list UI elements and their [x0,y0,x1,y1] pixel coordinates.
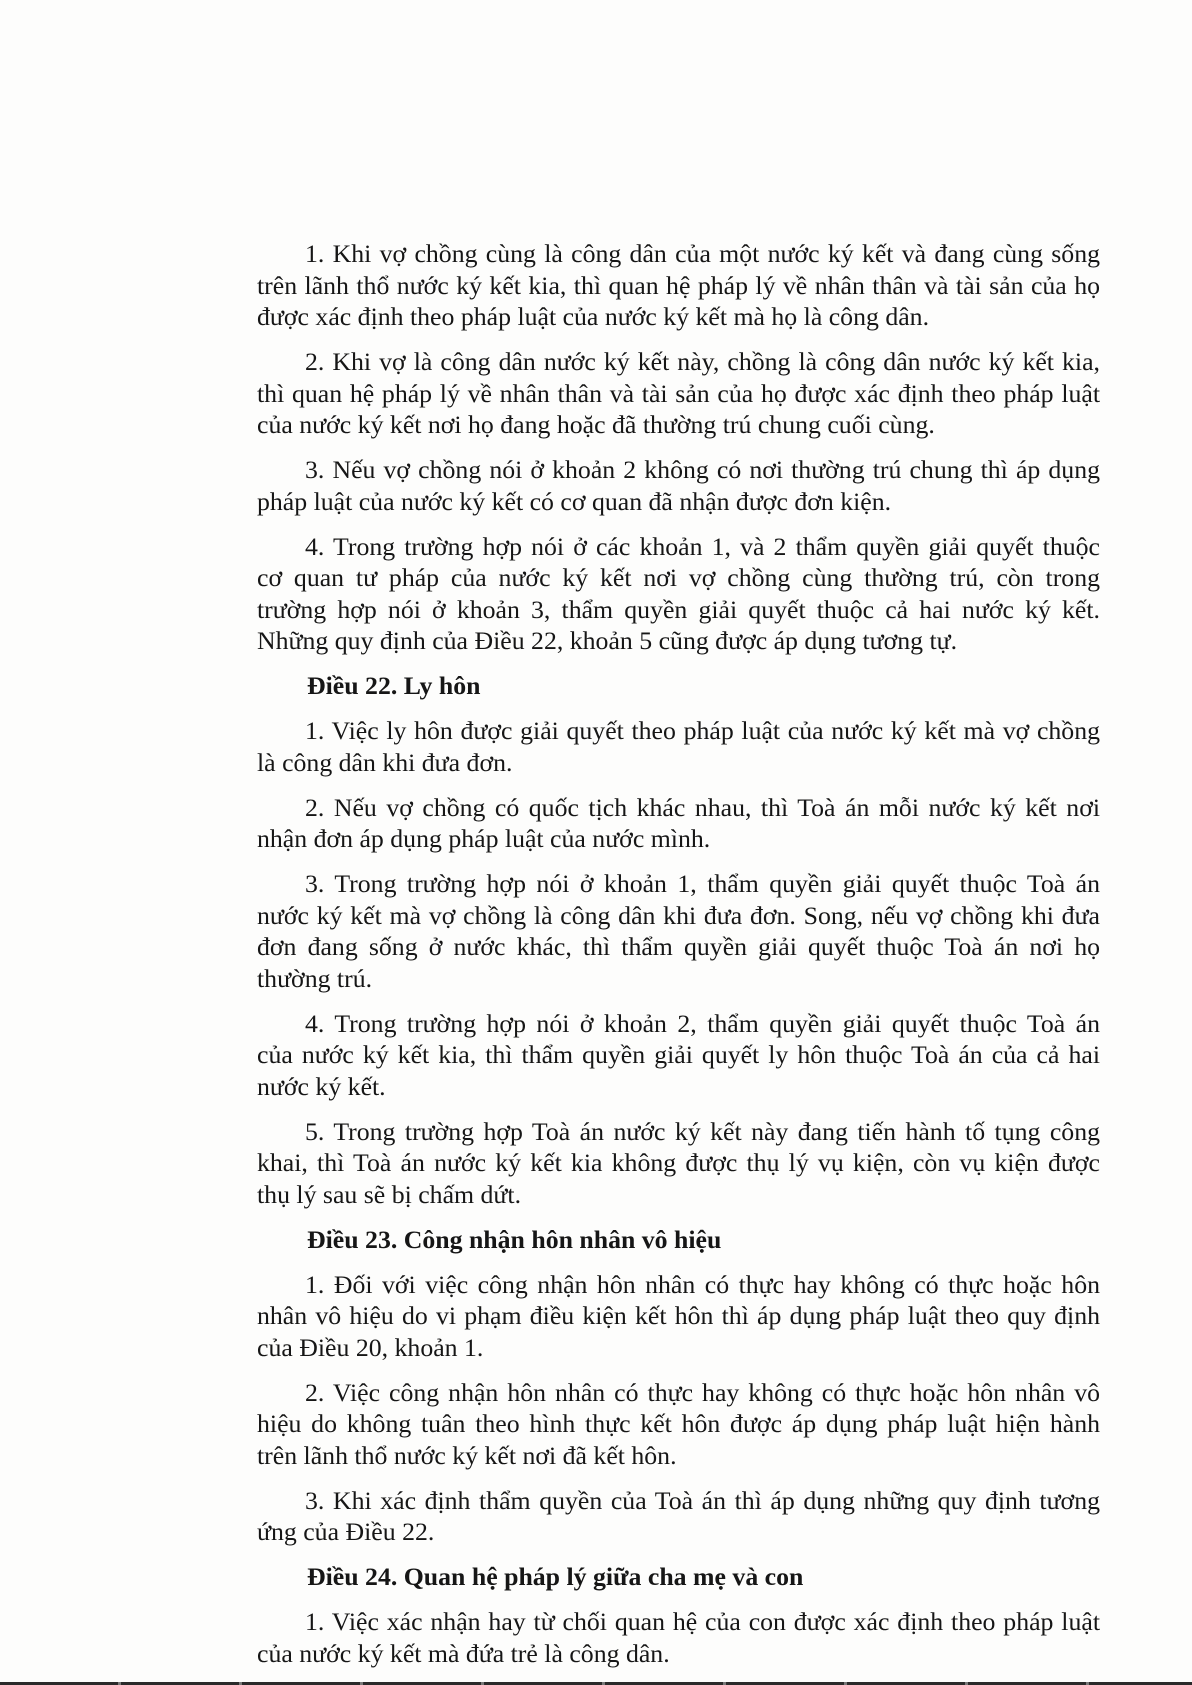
text-line: pháp luật của nước ký kết có cơ quan đã nhận được đơn kiện. [257,486,892,516]
text-line: trường hợp nói ở khoản 3, thẩm quyền giải quyết thuộc cả hai nước ký kết. [257,594,1100,624]
text-line: 1. Khi vợ chồng cùng là công dân của một nước ký kết và đang cùng sống [305,239,1100,268]
text-line: ứng của Điều 22. [257,1517,435,1546]
text-line: của nước ký kết kia, thì thẩm quyền giải quyết ly hôn thuộc Toà án của cả hai [257,1040,1100,1069]
text-line: của nước ký kết mà đứa trẻ là công dân. [257,1638,670,1668]
clause-5 [257,1116,1100,1211]
text-line: của Điều 20, khoản 1. [257,1332,484,1362]
text-line: khai, thì Toà án nước ký kết kia không được thụ lý vụ kiện, còn vụ kiện được [257,1148,1100,1177]
text-line: nhân vô hiệu do vi phạm điều kiện kết hôn thì áp dụng pháp luật theo quy định [257,1301,1100,1330]
text-line: nước ký kết. [257,1071,386,1101]
text-line: được xác định theo pháp luật của nước ký kết mà họ là công dân. [257,302,930,331]
text-line: cơ quan tư pháp của nước ký kết nơi vợ chồng cùng thường trú, còn trong [257,563,1100,592]
clause-2 [257,346,1100,441]
text-line: thì quan hệ pháp lý về nhân thân và tài sản của họ được xác định theo pháp luật [257,378,1100,408]
clause-2 [257,1377,1100,1472]
text-line: 2. Việc công nhận hôn nhân có thực hay không có thực hoặc hôn nhân vô [305,1377,1100,1407]
article-24 [257,1561,1100,1669]
text-line: 2. Khi vợ là công dân nước ký kết này, chồng là công dân nước ký kết kia, [305,347,1100,376]
clause-1 [257,715,1100,778]
article-22 [257,670,1100,1210]
text-line: trên lãnh thổ nước ký kết kia, thì quan hệ pháp lý về nhân thân và tài sản của họ [257,270,1100,300]
clause-3 [257,1485,1100,1548]
article-heading: Điều 22. Ly hôn [307,671,481,700]
clause-3 [257,454,1100,517]
text-line: là công dân khi đưa đơn. [257,747,513,777]
text-line: 3. Trong trường hợp nói ở khoản 1, thẩm quyền giải quyết thuộc Toà án [305,869,1100,898]
text-line: Những quy định của Điều 22, khoản 5 cũng được áp dụng tương tự. [257,626,958,655]
text-line: đơn đang sống ở nước khác, thì thẩm quyền giải quyết thuộc Toà án nơi họ [257,932,1100,961]
text-line: của nước ký kết nơi họ đang hoặc đã thường trú chung cuối cùng. [257,410,935,439]
document-body [257,238,1100,1683]
clause-1 [257,238,1100,333]
article-heading: Điều 23. Công nhận hôn nhân vô hiệu [307,1224,722,1254]
text-line: 1. Việc ly hôn được giải quyết theo pháp luật của nước ký kết mà vợ chồng [305,716,1100,745]
text-line: hiệu do không tuân theo hình thực kết hôn được áp dụng pháp luật hiện hành [257,1409,1100,1438]
article-23 [257,1224,1100,1548]
clause-1 [257,1269,1100,1364]
clause-4 [257,1008,1100,1103]
text-line: 3. Nếu vợ chồng nói ở khoản 2 không có nơi thường trú chung thì áp dụng [305,455,1100,484]
text-line: 4. Trong trường hợp nói ở các khoản 1, và 2 thẩm quyền giải quyết thuộc [305,531,1100,561]
text-line: 2. Nếu vợ chồng có quốc tịch khác nhau, thì Toà án mỗi nước ký kết nơi [305,792,1100,822]
clause-4 [257,531,1100,657]
text-line: nhận đơn áp dụng pháp luật của nước mình. [257,824,711,853]
clause-1 [257,1606,1100,1669]
text-line: thường trú. [257,963,373,993]
text-line: 1. Việc xác nhận hay từ chối quan hệ của con được xác định theo pháp luật [305,1607,1100,1636]
text-line: nước ký kết mà vợ chồng là công dân khi đưa đơn. Song, nếu vợ chồng khi đưa [257,900,1100,930]
text-line: 3. Khi xác định thẩm quyền của Toà án thì áp dụng những quy định tương [305,1485,1100,1515]
article-heading: Điều 24. Quan hệ pháp lý giữa cha mẹ và con [307,1562,804,1591]
continued-article [257,238,1100,657]
text-line: thụ lý sau sẽ bị chấm dứt. [257,1179,522,1209]
text-line: trên lãnh thổ nước ký kết nơi đã kết hôn. [257,1440,677,1470]
text-line: 5. Trong trường hợp Toà án nước ký kết này đang tiến hành tố tụng công [305,1116,1100,1146]
text-line: 1. Đối với việc công nhận hôn nhân có thực hay không có thực hoặc hôn [305,1269,1100,1299]
text-line: 4. Trong trường hợp nói ở khoản 2, thẩm quyền giải quyết thuộc Toà án [305,1008,1100,1038]
clause-3 [257,868,1100,994]
clause-2 [257,792,1100,855]
